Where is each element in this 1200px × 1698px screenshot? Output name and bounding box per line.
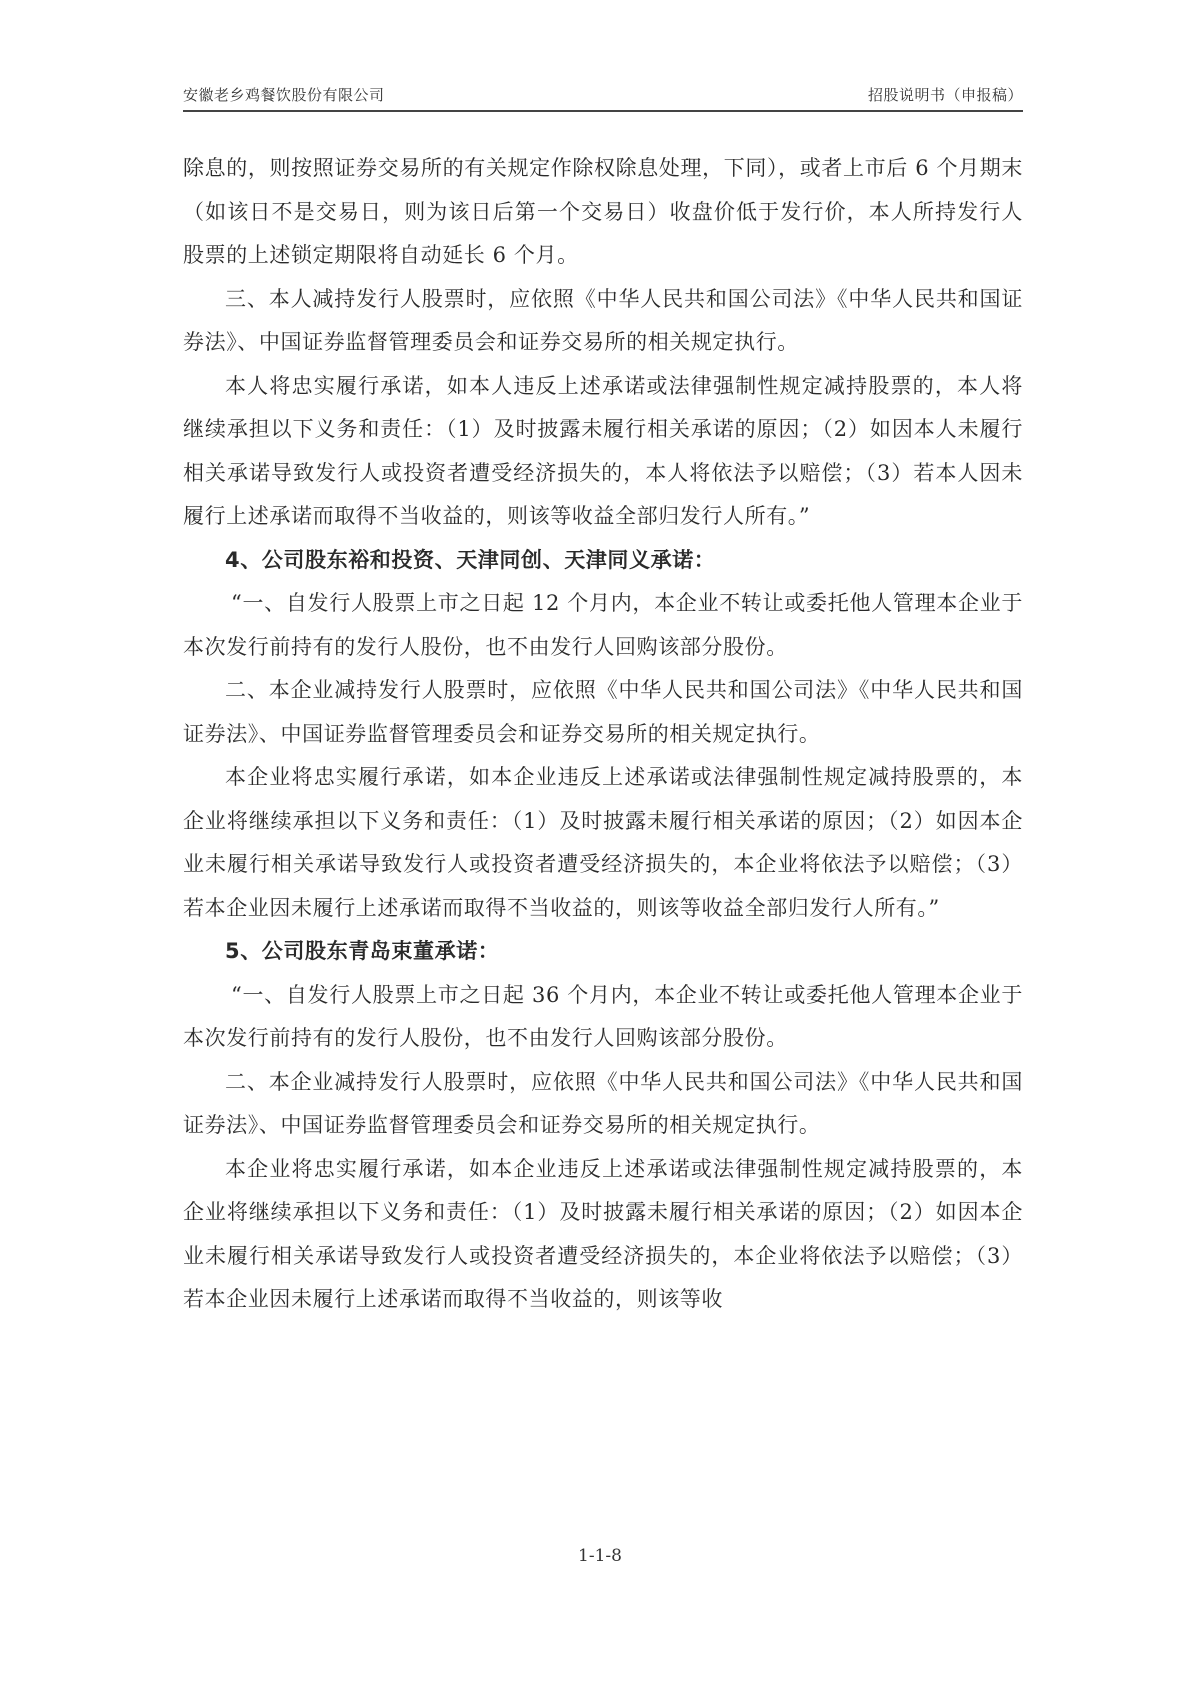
paragraph-lockup-12: “一、自发行人股票上市之日起 12 个月内，本企业不转让或委托他人管理本企业于本次发行前持有的发行人股份，也不由发行人回购该部分股份。 xyxy=(183,591,1023,659)
paragraph-enterprise-reduction-rule: 二、本企业减持发行人股票时，应依照《中华人民共和国公司法》《中华人民共和国证券法》、中国证券监督管理委员会和证券交易所的相关规定执行。 xyxy=(183,678,1023,746)
document-title: 招股说明书（申报稿） xyxy=(867,86,1023,104)
page-header xyxy=(183,84,1023,112)
section-heading-5: 5、公司股东青岛束董承诺： xyxy=(225,939,500,963)
paragraph-enterprise-obligations-2: 本企业将忠实履行承诺，如本企业违反上述承诺或法律强制性规定减持股票的，本企业将继续承担以下义务和责任：（1）及时披露未履行相关承诺的原因；（2）如因本企业未履行相关承诺导致发行人或投资者遭受经济损失的，本企业将依法予以赔偿；（3）若本企业因未履行上述承诺而取得不当收益的，则该等收 xyxy=(183,1156,1023,1311)
paragraph-continuation: 除息的，则按照证券交易所的有关规定作除权除息处理，下同），或者上市后 6 个月期末（如该日不是交易日，则为该日后第一个交易日）收盘价低于发行价，本人所持发行人股票的上述锁定期限将自动延长 6 个月。 xyxy=(183,156,1023,267)
page-number: 1-1-8 xyxy=(578,1546,622,1566)
paragraph-reduction-rule: 三、本人减持发行人股票时，应依照《中华人民共和国公司法》《中华人民共和国证券法》、中国证券监督管理委员会和证券交易所的相关规定执行。 xyxy=(183,286,1023,354)
company-name: 安徽老乡鸡餐饮股份有限公司 xyxy=(183,86,385,104)
document-body xyxy=(183,147,1023,1322)
paragraph-enterprise-obligations: 本企业将忠实履行承诺，如本企业违反上述承诺或法律强制性规定减持股票的，本企业将继续承担以下义务和责任：（1）及时披露未履行相关承诺的原因；（2）如因本企业未履行相关承诺导致发行人或投资者遭受经济损失的，本企业将依法予以赔偿；（3）若本企业因未履行上述承诺而取得不当收益的，则该等收益全部归发行人所有。” xyxy=(183,765,1023,920)
paragraph-obligations: 本人将忠实履行承诺，如本人违反上述承诺或法律强制性规定减持股票的，本人将继续承担以下义务和责任：（1）及时披露未履行相关承诺的原因；（2）如因本人未履行相关承诺导致发行人或投资者遭受经济损失的，本人将依法予以赔偿；（3）若本人因未履行上述承诺而取得不当收益的，则该等收益全部归发行人所有。” xyxy=(183,373,1023,528)
paragraph-enterprise-reduction-rule-2: 二、本企业减持发行人股票时，应依照《中华人民共和国公司法》《中华人民共和国证券法》、中国证券监督管理委员会和证券交易所的相关规定执行。 xyxy=(183,1069,1023,1137)
paragraph-lockup-36: “一、自发行人股票上市之日起 36 个月内，本企业不转让或委托他人管理本企业于本次发行前持有的发行人股份，也不由发行人回购该部分股份。 xyxy=(183,982,1023,1050)
section-heading-4: 4、公司股东裕和投资、天津同创、天津同义承诺： xyxy=(225,547,716,572)
